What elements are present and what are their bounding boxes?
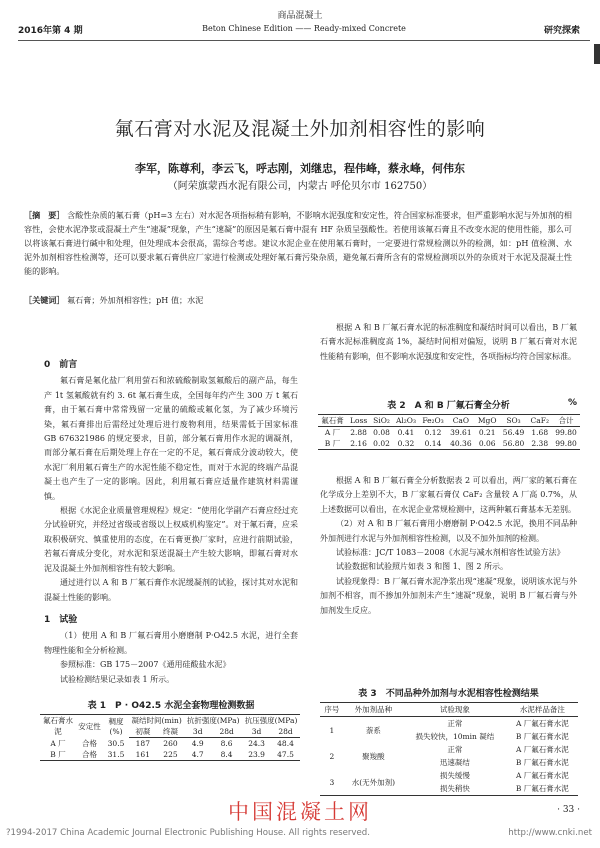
site-watermark: 中国混凝土网 <box>228 800 372 824</box>
table2-title: 表 2 A 和 B 厂氟石膏全分析 <box>387 401 510 411</box>
table-cell: 聚羧酸 <box>362 751 385 761</box>
table-cell: 31.5 <box>107 749 125 759</box>
paragraph: 氟石膏是氟化盐厂利用萤石和浓硫酸制取氢氟酸后的副产品，每生产 1t 氢氟酸就有约 3. 6t 氟石膏生成，全国每年约产生 300 万 t 氟石膏，由于氟石膏中常常残留一定量的硫酸或氟化氢，为了减少环境污染，氟石膏排出后需经过处理后进行废物利用，结果需低于国家标准 GB 676321986 的规定要求，目前，部分氟石膏用作水泥的调凝剂，而部分氟石膏在后期处理上存在一定的不足，氟石膏成分波动较大，使水泥厂利用氟石膏生产的水泥性能不稳定性，而对于水泥的终端产品混凝土也产生了一定的影响。因此，利用氟石膏应适量作建筑材料需谨慎。 <box>44 376 298 501</box>
abstract-label: ［摘 要］ <box>24 210 65 220</box>
table-cell: 99.80 <box>555 428 577 437</box>
table-cell: B 厂 <box>324 439 341 448</box>
table-cell: 0.12 <box>424 428 442 437</box>
table3-header: 外加剂品种 <box>354 705 393 714</box>
table-cell: 合格 <box>82 738 97 748</box>
table-cell: 2.88 <box>350 428 367 437</box>
table2-header: SiO₂ <box>373 416 390 425</box>
table3-header: 试验现象 <box>439 705 470 714</box>
table-row <box>320 717 578 731</box>
table-cell: B 厂氟石膏水泥 <box>515 784 569 793</box>
table-cell: 30.5 <box>107 738 125 748</box>
table1-header: 凝结时间(min) <box>131 716 182 725</box>
table1 <box>40 714 300 761</box>
table2-header: CaF₂ <box>530 416 549 425</box>
table-cell: 99.80 <box>555 439 577 448</box>
table-cell: 合格 <box>82 749 97 759</box>
table-cell: B 厂氟石膏水泥 <box>515 758 569 767</box>
table-cell: 47.5 <box>277 749 294 759</box>
table-cell: A 厂氟石膏水泥 <box>515 719 569 728</box>
table-cell: 8.4 <box>220 749 233 759</box>
table2 <box>318 414 580 450</box>
section-heading-test: 1 试验 <box>44 614 78 625</box>
table-cell: 正常 <box>447 719 463 728</box>
affiliation: （阿荣旗蒙西水泥有限公司，内蒙古 呼伦贝尔市 162750） <box>167 181 433 192</box>
table-cell: 0.06 <box>478 439 496 448</box>
journal-name-en: Beton Chinese Edition —— Ready-mixed Concrete <box>202 24 406 33</box>
table-cell: 0.21 <box>478 428 496 437</box>
section-label: 研究探索 <box>543 26 580 36</box>
table-cell: 0.41 <box>397 428 415 437</box>
abstract <box>24 208 572 278</box>
table-cell: 260 <box>163 738 178 748</box>
table-cell: A 厂 <box>50 738 66 748</box>
table1-header: 安定性 <box>78 721 101 731</box>
table3 <box>320 702 578 796</box>
table-cell: 损失较快，10min 凝结 <box>415 732 495 741</box>
paragraph: （1）使用 A 和 B 厂氟石膏用小磨磨制 P·O42.5 水泥，进行全套物理性能和全分析检测。 <box>44 631 298 655</box>
table-cell: B 厂 <box>50 749 66 759</box>
right-column-body <box>320 474 577 618</box>
table2-header: Al₂O₃ <box>395 416 416 425</box>
table-cell: 56.49 <box>502 428 525 437</box>
table-cell: 4.7 <box>191 749 204 759</box>
table1-subheader: 3d <box>184 726 211 738</box>
table-cell: 水(无外加剂) <box>351 777 396 787</box>
table-cell: 8.6 <box>220 738 233 748</box>
table-cell: 225 <box>163 749 178 759</box>
table1-header: 氟石膏水泥 <box>43 716 73 737</box>
section-heading-intro: 0 前言 <box>44 360 78 370</box>
paragraph: 根据 A 和 B 厂氟石膏全分析数据表 2 可以看出，两厂家的氟石膏在化学成分上差别不大，B 厂家氟石膏仅 CaF₂ 含量较 A 厂高 0.7%，从上述数据可以看出，在水泥企业常规检测中，这两种氟石膏基本无差别。 <box>320 476 577 514</box>
issue-label: 2016年第 4 期 <box>18 26 83 36</box>
page-number: · 33 · <box>557 805 580 815</box>
table1-subheader: 28d <box>211 726 242 738</box>
table-cell: A 厂氟石膏水泥 <box>515 745 569 754</box>
table1-header: 稠度(%) <box>108 717 124 737</box>
table-cell: 迅速凝结 <box>439 758 470 767</box>
running-header <box>18 23 590 37</box>
table-cell: 39.61 <box>450 428 472 437</box>
table1-subheader: 终凝 <box>157 726 185 738</box>
table-cell: 187 <box>135 738 150 748</box>
table-cell: 0.14 <box>424 439 442 448</box>
author-list: 李军，陈尊利，李云飞，呼志刚，刘继忠，程伟峰，蔡永峰，何伟东 <box>135 162 465 175</box>
side-tab-marker <box>594 44 600 64</box>
table2-header: 合计 <box>558 416 574 425</box>
table3-header: 水泥样品备注 <box>519 705 565 714</box>
table-cell: 2.38 <box>531 439 549 448</box>
paragraph: 根据《水泥企业质量管理规程》规定：“使用化学副产石膏应经过充分试验研究，并经过省级或省级以上权威机构鉴定”。对于氟石膏，应采取积极研究、慎重使用的态度，在石膏更换厂家时，应进行前期试验，若氟石膏成分变化，对水泥和泵送混凝土产生较大影响，即氟石膏对水泥及混凝土外加剂相容性有较大影响。 <box>44 506 298 573</box>
table-cell: A 厂氟石膏水泥 <box>515 771 569 780</box>
table2-header: CaO <box>452 416 470 425</box>
abstract-text: 含酸性杂质的氟石膏（pH=3 左右）对水泥各项指标稍有影响，不影响水泥强度和安定性，符合国家标准要求，但严重影响水泥与外加剂的相容性，会使水泥净浆或混凝土产生“速凝”现象，产生“速凝”的原因是氟石膏中混有 HF 杂质呈强酸性。若使用该氟石膏且不改变水泥的使用性能，那么可以将该氟石膏进行碱中和处理，但处理成本会很高，需综合考虑。建议水泥企业在使用氟石膏时，一定要进行常规检测以外的检测，如：pH 值检测、水泥外加剂相容性检测等，还可以要求氟石膏供应厂家进行检测或处理好氟石膏污染杂质，避免氟石膏所含有的常规检测项以外的杂质对于水泥及混凝土性能的影响。 <box>24 210 573 276</box>
table-cell: 0.08 <box>373 428 390 437</box>
keywords-text: 氟石膏；外加剂相容性；pH 值；水泥 <box>67 295 204 305</box>
table1-header: 抗折强度(MPa) <box>186 716 240 725</box>
table2-caption <box>320 398 577 411</box>
table-row <box>40 749 300 761</box>
paragraph: 参照标准：GB 175－2007《通用硅酸盐水泥》 <box>60 660 231 670</box>
journal-name-cn: 商品混凝土 <box>277 11 323 21</box>
table-cell: 1 <box>329 725 335 735</box>
table-cell: 损失稍快 <box>439 784 470 793</box>
table-cell: 正常 <box>447 745 463 754</box>
table-cell: 损失缓慢 <box>439 771 470 780</box>
table2-header: Fe₂O₃ <box>422 416 444 425</box>
table-cell: 2.16 <box>350 439 367 448</box>
paragraph: （2）对 A 和 B 厂氟石膏用小磨磨制 P·O42.5 水泥，换用不同品种外加剂进行水泥与外加剂相容性检测，以及不加外加剂的检测。 <box>320 519 577 543</box>
paragraph: 试验数据和试验照片如表 3 和图 1、图 2 所示。 <box>336 562 508 572</box>
table-cell: 161 <box>135 749 150 759</box>
table-row <box>318 438 580 450</box>
table2-header: 氟石膏 <box>321 416 344 425</box>
table-cell: 萘系 <box>365 725 381 735</box>
table-cell: 0.02 <box>373 439 390 448</box>
table-cell: 4.9 <box>191 738 204 748</box>
paragraph: 试验现象得：B 厂氟石膏水泥净浆出现“速凝”现象，说明该水泥与外加剂不相容，而不掺加外加剂未产生“速凝”现象，说明 B 厂氟石膏与外加剂发生反应。 <box>320 576 577 615</box>
table1-subheader: 初凝 <box>129 726 157 738</box>
table-row <box>318 427 580 439</box>
paragraph: 试验标准：JC/T 1083－2008《水泥与减水剂相容性试验方法》 <box>336 548 565 558</box>
paragraph: 试验检测结果记录如表 1 所示。 <box>60 674 175 684</box>
table-cell: 48.4 <box>277 738 294 748</box>
table1-subheader: 3d <box>242 726 271 738</box>
right-column-top <box>320 321 577 364</box>
header-rule <box>18 40 590 41</box>
table-cell: 1.68 <box>531 428 549 437</box>
table-row <box>320 769 578 782</box>
table1-header: 抗压强度(MPa) <box>244 716 298 725</box>
table1-caption: 表 1 P · O42.5 水泥全套物理检测数据 <box>87 701 255 711</box>
table2-header: Loss <box>350 416 368 425</box>
paper-title: 氟石膏对水泥及混凝土外加剂相容性的影响 <box>114 118 486 140</box>
table-cell: 23.9 <box>248 749 265 759</box>
table2-header: MgO <box>477 416 497 425</box>
table-cell: 56.80 <box>502 439 525 448</box>
keywords <box>24 295 572 306</box>
table-cell: 2 <box>329 751 335 761</box>
table-cell: 0.32 <box>397 439 415 448</box>
table2-unit: % <box>567 398 577 408</box>
table-cell: 24.3 <box>248 738 265 748</box>
table-cell: 40.36 <box>450 439 472 448</box>
copyright-text: ?1994-2017 China Academic Journal Electronic Publishing House. All rights reserved. <box>6 828 370 838</box>
table-cell: 3 <box>329 777 335 787</box>
table-row <box>40 738 300 749</box>
table-cell: B 厂氟石膏水泥 <box>515 732 569 741</box>
paragraph: 根据 A 和 B 厂氟石膏水泥的标准稠度和凝结时间可以看出，B 厂氟石膏水泥标准稠度高 1%，凝结时间相对偏短，说明 B 厂氟石膏对水泥性能稍有影响，但不影响水泥强度和安定性，各项指标均符合国家标准。 <box>320 323 577 361</box>
keywords-label: ［关键词］ <box>24 295 65 305</box>
table3-header: 序号 <box>324 705 340 714</box>
table2-header: SO₃ <box>506 416 521 425</box>
paragraph: 通过进行以 A 和 B 厂氟石膏作水泥缓凝剂的试验，探讨其对水泥和混凝土性能的影响。 <box>44 578 298 602</box>
table-cell: A 厂 <box>324 428 341 437</box>
table3-caption: 表 3 不同品种外加剂与水泥相容性检测结果 <box>358 689 539 699</box>
left-column <box>44 356 298 687</box>
cnki-link[interactable]: http://www.cnki.net <box>508 828 592 838</box>
table1-subheader: 28d <box>271 726 300 738</box>
table-row <box>320 743 578 756</box>
